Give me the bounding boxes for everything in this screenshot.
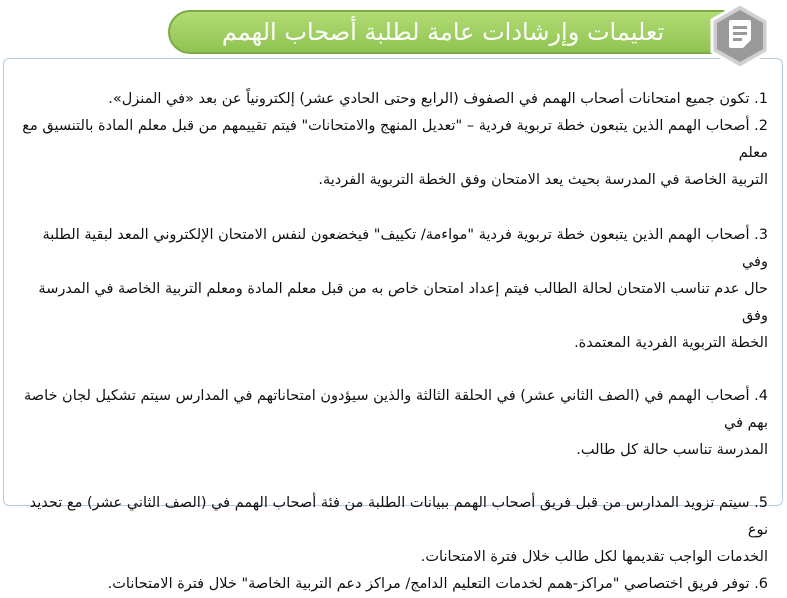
list-item	[12, 383, 768, 464]
instructions-list	[12, 86, 768, 598]
item-1-line-1: 1. تكون جميع امتحانات أصحاب الهمم في الصفوف (الرابع وحتى الحادي عشر) إلكترونياً عن بعد «في المنزل».	[108, 91, 768, 107]
item-4-line-1: 4. أصحاب الهمم في (الصف الثاني عشر) في الحلقة الثالثة والذين سيؤدون امتحاناتهم في المدارس سيتم تشكيل لجان خاصة بهم في	[23, 388, 768, 431]
page-title: تعليمات وإرشادات عامة لطلبة أصحاب الهمم	[221, 18, 665, 46]
item-5-line-1: 5. سيتم تزويد المدارس من قبل فريق أصحاب الهمم ببيانات الطلبة من فئة أصحاب الهمم في (الصف الثاني عشر) مع تحديد نوع	[29, 495, 768, 538]
item-4-line-2: المدرسة تناسب حالة كل طالب.	[576, 442, 768, 458]
list-item	[12, 113, 768, 194]
list-item	[12, 490, 768, 571]
list-item	[12, 571, 768, 598]
item-3-line-3: الخطة التربوية الفردية المعتمدة.	[574, 335, 768, 351]
list-item	[12, 86, 768, 113]
item-2-line-2: التربية الخاصة في المدرسة بحيث يعد الامتحان وفق الخطة التربوية الفردية.	[318, 172, 768, 188]
item-3-line-1: 3. أصحاب الهمم الذين يتبعون خطة تربوية فردية "مواءمة/ تكييف" فيخضعون لنفس الامتحان الإلكتروني المعد لبقية الطلبة وفي	[42, 227, 768, 270]
document-icon	[704, 0, 776, 72]
item-3-line-2: حال عدم تناسب الامتحان لحالة الطالب فيتم إعداد امتحان خاص به من قبل معلم المادة ومعلم التربية الخاصة في المدرسة وفق	[38, 281, 768, 324]
item-2-line-1: 2. أصحاب الهمم الذين يتبعون خطة تربوية فردية – "تعديل المنهج والامتحانات" فيتم تقييمهم من قبل معلم المادة بالتنسيق مع معلم	[22, 118, 768, 161]
item-5-line-2: الخدمات الواجب تقديمها لكل طالب خلال فترة الامتحانات.	[420, 549, 768, 565]
list-item	[12, 222, 768, 357]
item-6-line-1: 6. توفر فريق اختصاصي "مراكز-همم لخدمات التعليم الدامج/ مراكز دعم التربية الخاصة" خلال فترة الامتحانات.	[107, 576, 768, 592]
